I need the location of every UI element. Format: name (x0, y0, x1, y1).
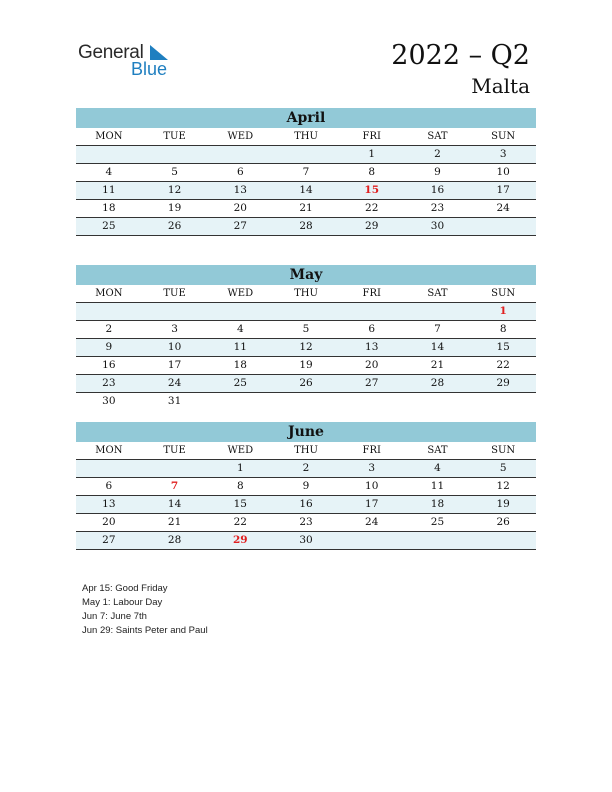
day-cell: 27 (233, 220, 247, 232)
day-cell: 11 (430, 480, 445, 492)
day-cell: 2 (105, 323, 113, 335)
week-row (76, 478, 536, 496)
day-cell: 8 (236, 480, 244, 492)
day-cell: 22 (233, 516, 247, 528)
empty-day-cell (207, 303, 273, 320)
weekday-label: SUN (491, 288, 516, 299)
empty-day-cell (273, 146, 339, 163)
day-cell: 12 (167, 184, 182, 196)
day-cell: 10 (365, 480, 379, 492)
day-cell: 21 (430, 359, 445, 371)
empty-day-cell (470, 218, 536, 235)
day-cell: 12 (299, 341, 313, 353)
empty-day-cell (76, 460, 142, 477)
day-cell: 13 (102, 498, 116, 510)
day-cell: 7 (302, 166, 310, 178)
week-row (76, 182, 536, 200)
empty-day-cell (339, 532, 405, 549)
day-cell: 28 (167, 534, 182, 546)
empty-day-cell (405, 393, 471, 410)
day-cell: 29 (496, 377, 510, 389)
day-cell: 9 (105, 341, 113, 353)
weekday-label: WED (227, 288, 254, 299)
month-header: May (76, 265, 536, 285)
day-cell: 3 (368, 462, 376, 474)
week-row (76, 460, 536, 478)
day-cell: 5 (499, 462, 507, 474)
day-cell: 1 (499, 305, 507, 317)
day-cell: 8 (499, 323, 507, 335)
holiday-item: Jun 29: Saints Peter and Paul (82, 625, 208, 636)
day-cell: 25 (430, 516, 445, 528)
weekday-label: FRI (362, 445, 381, 456)
day-cell: 10 (496, 166, 510, 178)
week-row (76, 146, 536, 164)
month-block-april (76, 108, 536, 236)
empty-day-cell (339, 303, 405, 320)
weekday-header-row (76, 442, 536, 460)
day-cell: 26 (167, 220, 182, 232)
empty-day-cell (405, 303, 471, 320)
empty-day-cell (273, 303, 339, 320)
day-cell: 11 (233, 341, 247, 353)
day-cell: 30 (430, 220, 445, 232)
logo-text-general: General (78, 42, 144, 63)
day-cell: 30 (299, 534, 313, 546)
month-block-may (76, 265, 536, 410)
day-cell: 24 (167, 377, 182, 389)
weekday-label: TUE (163, 288, 186, 299)
day-cell: 18 (102, 202, 116, 214)
day-cell: 22 (365, 202, 379, 214)
day-cell: 15 (233, 498, 247, 510)
day-cell: 21 (167, 516, 182, 528)
empty-day-cell (142, 146, 208, 163)
day-cell: 17 (167, 359, 182, 371)
day-cell: 3 (499, 148, 507, 160)
weekday-label: SAT (427, 445, 448, 456)
day-cell: 23 (430, 202, 445, 214)
day-cell: 18 (233, 359, 247, 371)
day-cell: 6 (236, 166, 244, 178)
week-row (76, 496, 536, 514)
week-row (76, 375, 536, 393)
weekday-header-row (76, 285, 536, 303)
day-cell: 25 (233, 377, 247, 389)
weekday-label: TUE (163, 445, 186, 456)
day-cell: 19 (496, 498, 510, 510)
day-cell: 12 (496, 480, 510, 492)
day-cell: 13 (365, 341, 379, 353)
day-cell: 5 (171, 166, 178, 178)
country-subtitle: Malta (471, 74, 530, 98)
week-row (76, 303, 536, 321)
day-cell: 17 (365, 498, 379, 510)
weekday-label: MON (95, 131, 123, 142)
day-cell: 2 (302, 462, 310, 474)
day-cell: 20 (365, 359, 379, 371)
day-cell: 7 (170, 480, 179, 492)
holiday-item: Apr 15: Good Friday (82, 583, 168, 594)
day-cell: 25 (102, 220, 116, 232)
day-cell: 27 (102, 534, 116, 546)
weekday-label: SAT (427, 131, 448, 142)
day-cell: 13 (233, 184, 247, 196)
weekday-label: MON (95, 445, 123, 456)
day-cell: 8 (368, 166, 376, 178)
week-row (76, 218, 536, 236)
empty-day-cell (142, 460, 208, 477)
weekday-label: TUE (163, 131, 186, 142)
day-cell: 16 (299, 498, 313, 510)
day-cell: 5 (302, 323, 310, 335)
weekday-label: SUN (491, 445, 516, 456)
day-cell: 22 (496, 359, 510, 371)
month-header: June (76, 422, 536, 442)
day-cell: 23 (102, 377, 116, 389)
empty-day-cell (207, 393, 273, 410)
weekday-label: WED (227, 131, 254, 142)
day-cell: 26 (496, 516, 510, 528)
weekday-label: THU (294, 131, 318, 142)
day-cell: 14 (167, 498, 182, 510)
empty-day-cell (76, 303, 142, 320)
day-cell: 30 (102, 395, 116, 407)
day-cell: 2 (434, 148, 441, 160)
week-row (76, 357, 536, 375)
day-cell: 19 (299, 359, 313, 371)
week-row (76, 321, 536, 339)
day-cell: 20 (102, 516, 116, 528)
day-cell: 28 (430, 377, 445, 389)
holiday-list (82, 582, 208, 638)
empty-day-cell (470, 393, 536, 410)
day-cell: 14 (299, 184, 313, 196)
weekday-label: WED (227, 445, 254, 456)
day-cell: 27 (365, 377, 379, 389)
day-cell: 1 (236, 462, 244, 474)
logo-text-blue: Blue (131, 59, 168, 79)
day-cell: 29 (365, 220, 379, 232)
empty-day-cell (339, 393, 405, 410)
page-title: 2022 – Q2 (391, 40, 530, 71)
day-cell: 20 (233, 202, 247, 214)
day-cell: 29 (232, 534, 248, 546)
day-cell: 24 (365, 516, 379, 528)
week-row (76, 514, 536, 532)
day-cell: 19 (167, 202, 182, 214)
day-cell: 6 (368, 323, 376, 335)
day-cell: 21 (299, 202, 313, 214)
week-row (76, 339, 536, 357)
day-cell: 4 (236, 323, 244, 335)
month-block-june (76, 422, 536, 550)
day-cell: 1 (368, 148, 376, 160)
month-header: April (76, 108, 536, 128)
weekday-header-row (76, 128, 536, 146)
day-cell: 11 (102, 184, 116, 196)
empty-day-cell (142, 303, 208, 320)
day-cell: 24 (496, 202, 510, 214)
weekday-label: SAT (427, 288, 448, 299)
empty-day-cell (273, 393, 339, 410)
day-cell: 7 (434, 323, 441, 335)
weekday-label: THU (294, 288, 318, 299)
day-cell: 28 (299, 220, 313, 232)
empty-day-cell (405, 532, 471, 549)
day-cell: 31 (167, 395, 182, 407)
empty-day-cell (470, 532, 536, 549)
week-row (76, 532, 536, 550)
day-cell: 9 (434, 166, 441, 178)
empty-day-cell (76, 146, 142, 163)
day-cell: 23 (299, 516, 313, 528)
holiday-item: Jun 7: June 7th (82, 611, 147, 622)
day-cell: 16 (430, 184, 445, 196)
day-cell: 18 (430, 498, 445, 510)
week-row (76, 200, 536, 218)
brand-logo (78, 40, 188, 80)
weekday-label: SUN (491, 131, 516, 142)
day-cell: 6 (105, 480, 113, 492)
day-cell: 16 (102, 359, 116, 371)
day-cell: 17 (496, 184, 510, 196)
day-cell: 14 (430, 341, 445, 353)
holiday-item: May 1: Labour Day (82, 597, 163, 608)
weekday-label: THU (294, 445, 318, 456)
weekday-label: FRI (362, 131, 381, 142)
weekday-label: FRI (362, 288, 381, 299)
day-cell: 26 (299, 377, 313, 389)
week-row (76, 164, 536, 182)
weekday-label: MON (95, 288, 123, 299)
day-cell: 10 (167, 341, 182, 353)
day-cell: 15 (364, 184, 380, 196)
day-cell: 9 (302, 480, 310, 492)
empty-day-cell (207, 146, 273, 163)
day-cell: 15 (496, 341, 510, 353)
day-cell: 4 (105, 166, 113, 178)
week-row (76, 393, 536, 410)
day-cell: 3 (171, 323, 178, 335)
day-cell: 4 (434, 462, 441, 474)
